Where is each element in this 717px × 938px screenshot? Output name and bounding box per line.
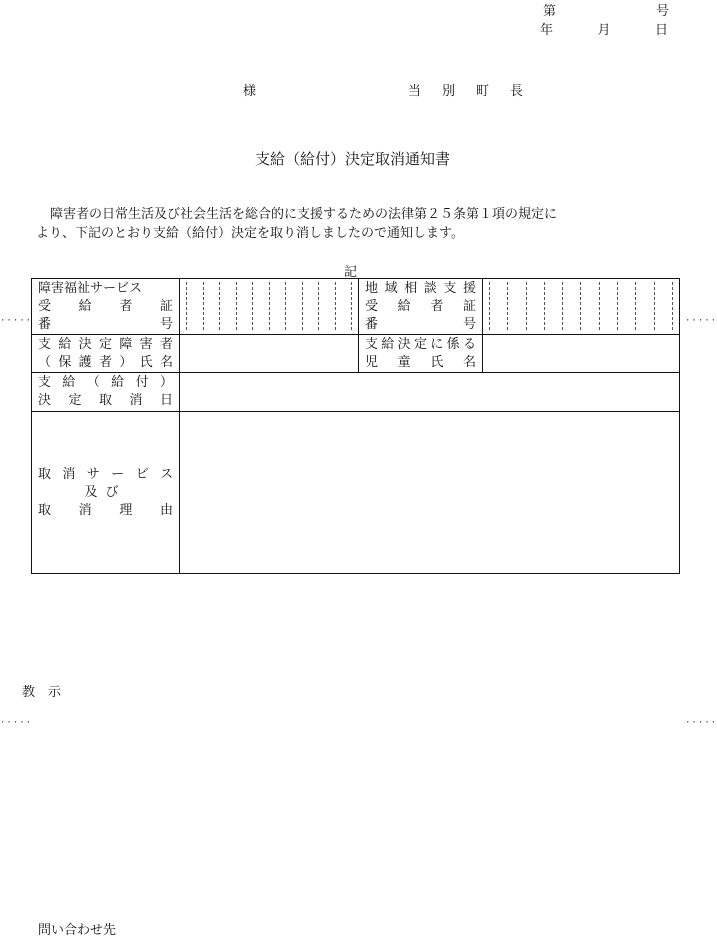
certificate-number-row [32,279,680,335]
child-name-field[interactable] [483,335,680,373]
reason-label-line1: 取 消 サ ー ビ ス [38,467,173,482]
consult-cert-label-line3: 番 号 [365,317,476,332]
fold-mark-right-upper: ····· [685,316,717,326]
child-label-line1: 支 給 決 定 に 係 る [365,337,476,352]
service-cert-label-line3: 番 号 [38,317,173,332]
consult-cert-label-cell [359,279,483,335]
guardian-name-field[interactable] [180,335,359,373]
cancel-date-label-line1: 支 給 （ 給 付 ） [38,375,173,390]
service-cert-digit-box[interactable] [336,282,353,330]
body-line-2: より、下記のとおり支給（給付）決定を取り消しましたので通知します。 [36,226,464,241]
number-prefix: 第 [543,4,557,19]
consult-cert-digit-box[interactable] [489,282,508,330]
service-cert-digit-boxes [180,279,358,333]
service-cert-number-field[interactable] [180,279,359,335]
service-cert-digit-box[interactable] [286,282,303,330]
reason-label-cell [32,412,180,574]
date-year: 年 [540,23,554,38]
name-row [32,335,680,373]
service-cert-digit-box[interactable] [270,282,287,330]
consult-cert-digit-box[interactable] [545,282,563,330]
reason-label-line3: 取 消 理 由 [38,503,173,518]
consult-cert-number-field[interactable] [483,279,680,335]
addressee-honorific: 様 [243,84,257,99]
reason-row [32,412,680,574]
consult-cert-label-line1: 地 域 相 談 支 援 [365,281,476,296]
service-cert-label-cell [32,279,180,335]
body-line-1: 障害者の日常生活及び社会生活を総合的に支援するための法律第２５条第１項の規定に [50,207,558,222]
service-cert-digit-box[interactable] [186,282,204,330]
consult-cert-digit-box[interactable] [655,282,673,330]
service-cert-digit-box[interactable] [237,282,254,330]
number-suffix: 号 [655,4,669,19]
service-cert-digit-box[interactable] [303,282,320,330]
guardian-label-line1: 支 給 決 定 障 害 者 [38,337,173,352]
cancel-date-label-line2: 決 定 取 消 日 [38,393,173,408]
document-title: 支給（給付）決定取消通知書 [254,150,450,168]
consult-cert-digit-box[interactable] [508,282,526,330]
child-label-line2: 児 童 氏 名 [365,355,476,370]
cancellation-form-table [31,278,680,574]
service-cert-digit-box[interactable] [220,282,237,330]
document-number [543,0,669,19]
consult-cert-digit-box[interactable] [636,282,654,330]
record-label: 記 [344,265,358,280]
date-day: 日 [654,23,668,38]
fold-mark-right-lower: ····· [685,718,717,728]
reason-field[interactable] [180,412,680,574]
service-cert-label-line1: 障害福祉サービス [38,281,143,296]
guardian-label-line2: （ 保 護 者 ） 氏 名 [38,355,173,370]
consult-cert-digit-box[interactable] [563,282,581,330]
service-cert-label-line2: 受 給 者 証 [38,299,173,314]
cancel-date-row [32,373,680,412]
consult-cert-label-line2: 受 給 者 証 [365,299,476,314]
consult-cert-digit-box[interactable] [600,282,618,330]
consult-cert-digit-box[interactable] [527,282,545,330]
fold-mark-left-upper: ····· [0,316,33,326]
document-date [540,19,668,38]
cancel-date-label-cell [32,373,180,412]
cancel-date-field[interactable] [180,373,680,412]
instruction-label: 教 示 [22,685,62,700]
guardian-label-cell [32,335,180,373]
fold-mark-left-lower: ····· [0,718,33,728]
consult-cert-digit-boxes [483,279,679,333]
service-cert-digit-box[interactable] [253,282,270,330]
service-cert-digit-box[interactable] [204,282,221,330]
issuer-name: 当 別 町 長 [408,84,528,99]
reason-label-line2: 及び [84,485,127,500]
consult-cert-digit-box[interactable] [581,282,599,330]
date-month: 月 [597,23,611,38]
consult-cert-digit-box[interactable] [618,282,636,330]
contact-label: 問い合わせ先 [38,923,117,938]
child-label-cell [359,335,483,373]
service-cert-digit-box[interactable] [319,282,336,330]
